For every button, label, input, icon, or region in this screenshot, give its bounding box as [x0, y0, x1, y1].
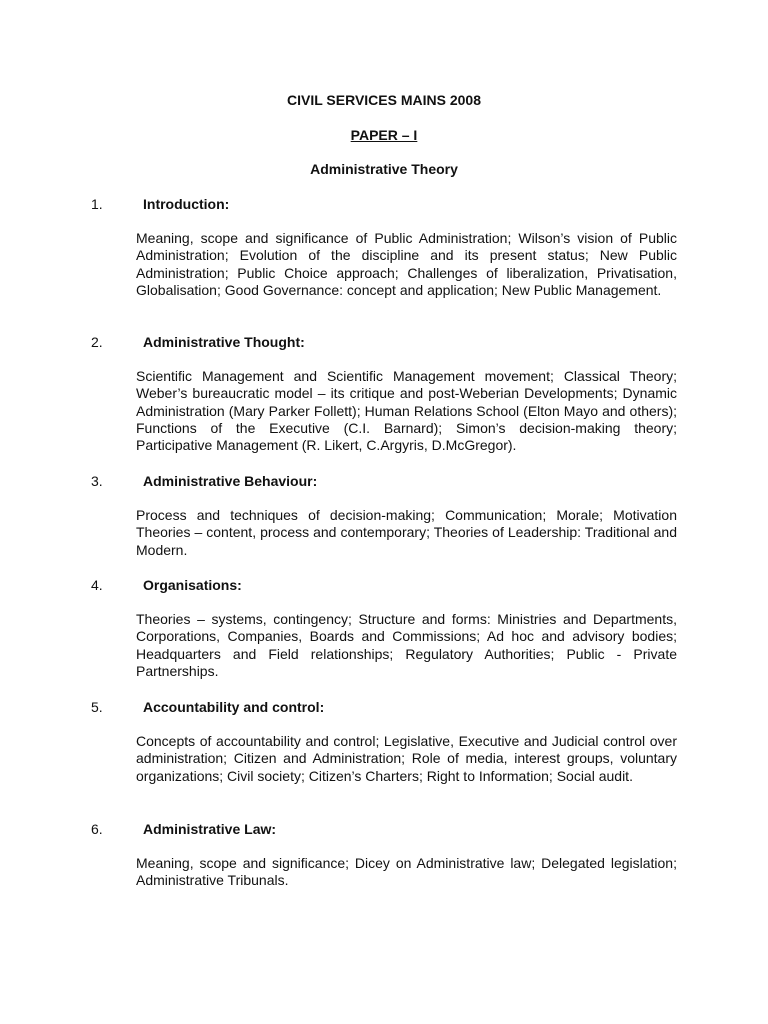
paper-heading: PAPER – I [350, 127, 418, 143]
section-title: Introduction: [143, 196, 230, 212]
section-title: Administrative Thought: [143, 334, 305, 350]
section-body: Process and techniques of decision-making; Communication; Morale; Motivation Theories – content, process and contemporary; Theories of Leadership: Traditional and Modern. [136, 507, 677, 558]
section-title: Accountability and control: [143, 699, 325, 715]
section-body: Meaning, scope and significance; Dicey on Administrative law; Delegated legislation; Administrative Tribunals. [136, 855, 677, 889]
section-title: Organisations: [143, 577, 242, 593]
section-body: Theories – systems, contingency; Structure and forms: Ministries and Departments, Corporations, Companies, Boards and Commissions; Ad hoc and advisory bodies; Headquarters and Field relationships; Regulatory Authorities; Public - Private Partnerships. [136, 611, 677, 679]
document-subtitle: Administrative Theory [310, 161, 458, 177]
document-title: CIVIL SERVICES MAINS 2008 [287, 92, 481, 108]
section-title: Administrative Law: [143, 821, 277, 837]
section-body: Meaning, scope and significance of Public Administration; Wilson’s vision of Public Administration; Evolution of the discipline and its present status; New Public Administration; Public Choice approach; Challenges of liberalization, Privatisation, Globalisation; Good Governance: concept and application; New Public Management. [136, 230, 677, 298]
section-number: 4. [91, 577, 103, 593]
section-title: Administrative Behaviour: [143, 473, 318, 489]
section-number: 5. [91, 699, 103, 715]
section-number: 1. [91, 196, 103, 212]
section-number: 3. [91, 473, 103, 489]
section-number: 2. [91, 334, 103, 350]
section-number: 6. [91, 821, 103, 837]
section-body: Scientific Management and Scientific Management movement; Classical Theory; Weber’s bureaucratic model – its critique and post-Weberian Developments; Dynamic Administration (Mary Parker Follett); Human Relations School (Elton Mayo and others); Functions of the Executive (C.I. Barnard); Simon’s decision-making theory; Participative Management (R. Likert, C.Argyris, D.McGregor). [136, 368, 677, 454]
section-body: Concepts of accountability and control; Legislative, Executive and Judicial control over administration; Citizen and Administration; Role of media, interest groups, voluntary organizations; Civil society; Citizen’s Charters; Right to Information; Social audit. [136, 733, 677, 784]
